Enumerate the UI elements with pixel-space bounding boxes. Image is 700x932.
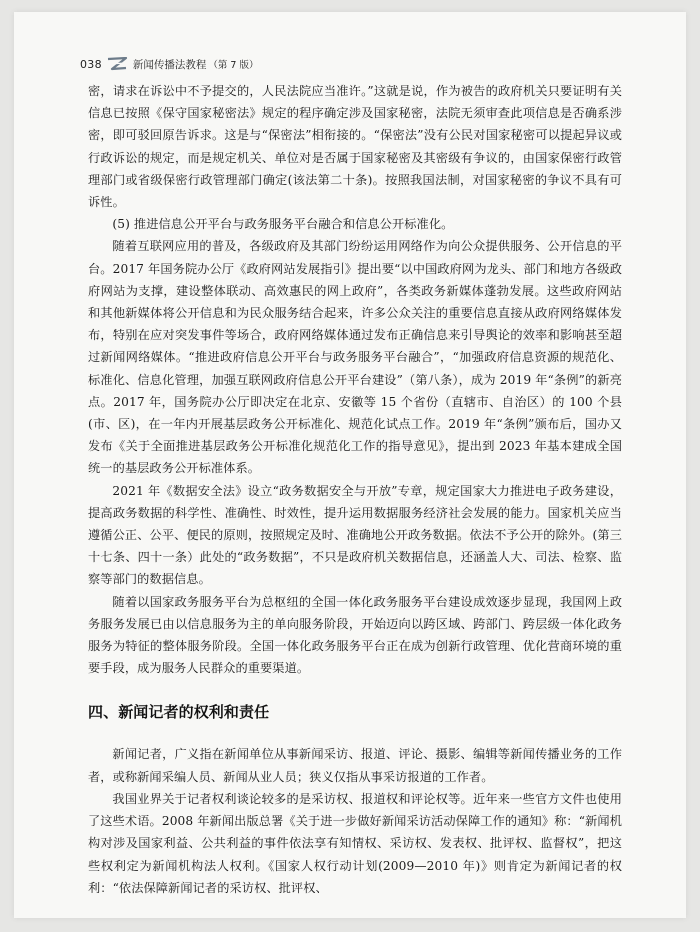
section-heading: 四、新闻记者的权利和责任 xyxy=(88,703,270,722)
book-edition: （第 7 版） xyxy=(208,60,259,71)
paragraph: 2021 年《数据安全法》设立“政务数据安全与开放”专章，规定国家大力推进电子政务建设，提高政务数据的科学性、准确性、时效性，提升运用数据服务经济社会发展的能力。国家机关应当遵循公正、公平、便民的原则，按照规定及时、准确地公开政务数据。依法不予公开的除外。(第三十七条、四十一条）此处的“政务数据”，不只是政府机关数据信息，还涵盖人大、司法、检察、监察等部门的数据信息。 xyxy=(88,483,622,587)
paragraph: 新闻记者，广义指在新闻单位从事新闻采访、报道、评论、摄影、编辑等新闻传播业务的工作者，或称新闻采编人员、新闻从业人员；狭义仅指从事采访报道的工作者。 xyxy=(88,747,622,784)
subsection-item: (5) 推进信息公开平台与政务服务平台融合和信息公开标准化。 xyxy=(112,217,454,232)
paragraph-continued: 密，请求在诉讼中不予提交的，人民法院应当准许。”这就是说，作为被告的政府机关只要证明有关信息已按照《保守国家秘密法》规定的程序确定涉及国家秘密，法院无须审查此项信息是否确系涉密，即可驳回原告诉求。这是与“保密法”相衔接的。“保密法”没有公民对国家秘密可以提起异议或行政诉讼的规定，而是规定机关、单位对是否属于国家秘密及其密级有争议的，由国家保密行政管理部门或省级保密行政管理部门确定(该法第二十条)。按照我国法制，对国家秘密的争议不具有可诉性。 xyxy=(88,84,622,210)
page-body xyxy=(88,80,622,899)
publisher-logo-icon xyxy=(106,57,128,71)
page-header xyxy=(80,54,259,74)
page-number: 038 xyxy=(80,57,102,71)
paragraph: 随着互联网应用的普及，各级政府及其部门纷纷运用网络作为向公众提供服务、公开信息的平台。2017 年国务院办公厅《政府网站发展指引》提出要“以中国政府网为龙头、部门和地方各级政府网站为支撑，建设整体联动、高效惠民的网上政府”，各类政务新媒体蓬勃发展。这些政府网站和其他新媒体将公开信息和为民众服务结合起来，许多公众关注的重要信息直接从政府网络媒体发布，特别在应对突发事件等场合，政府网络媒体通过发布正确信息来引导舆论的效率和影响甚至超过新闻网络媒体。“推进政府信息公开平台与政务服务平台融合”，“加强政府信息资源的规范化、标准化、信息化管理，加强互联网政府信息公开平台建设”（第八条），成为 2019 年“条例”的新亮点。2017 年，国务院办公厅即决定在北京、安徽等 15 个省份（直辖市、自治区）的 100 个县(市、区)，在一年内开展基层政务公开标准化、规范化试点工作。2019 年“条例”颁布后，国办又发布《关于全面推进基层政务公开标准化规范化工作的指导意见》，提出到 2023 年基本建成全国统一的基层政务公开标准体系。 xyxy=(88,239,622,476)
paragraph: 随着以国家政务服务平台为总枢纽的全国一体化政务服务平台建设成效逐步显现，我国网上政务服务发展已由以信息服务为主的单向服务阶段，开始迈向以跨区域、跨部门、跨层级一体化政务服务为特征的整体服务阶段。全国一体化政务服务平台正在成为创新行政管理、优化营商环境的重要手段，成为服务人民群众的重要渠道。 xyxy=(88,594,622,676)
paragraph: 我国业界关于记者权利谈论较多的是采访权、报道权和评论权等。近年来一些官方文件也使用了这些术语。2008 年新闻出版总署《关于进一步做好新闻采访活动保障工作的通知》称：“新闻机构对涉及国家利益、公共利益的事件依法享有知情权、采访权、发表权、批评权、监督权”，把这些权利定为新闻机构法人权利。《国家人权行动计划(2009—2010 年)》则肯定为新闻记者的权利：“依法保障新闻记者的采访权、批评权、 xyxy=(88,791,622,895)
book-title: 新闻传播法教程 xyxy=(132,58,207,71)
